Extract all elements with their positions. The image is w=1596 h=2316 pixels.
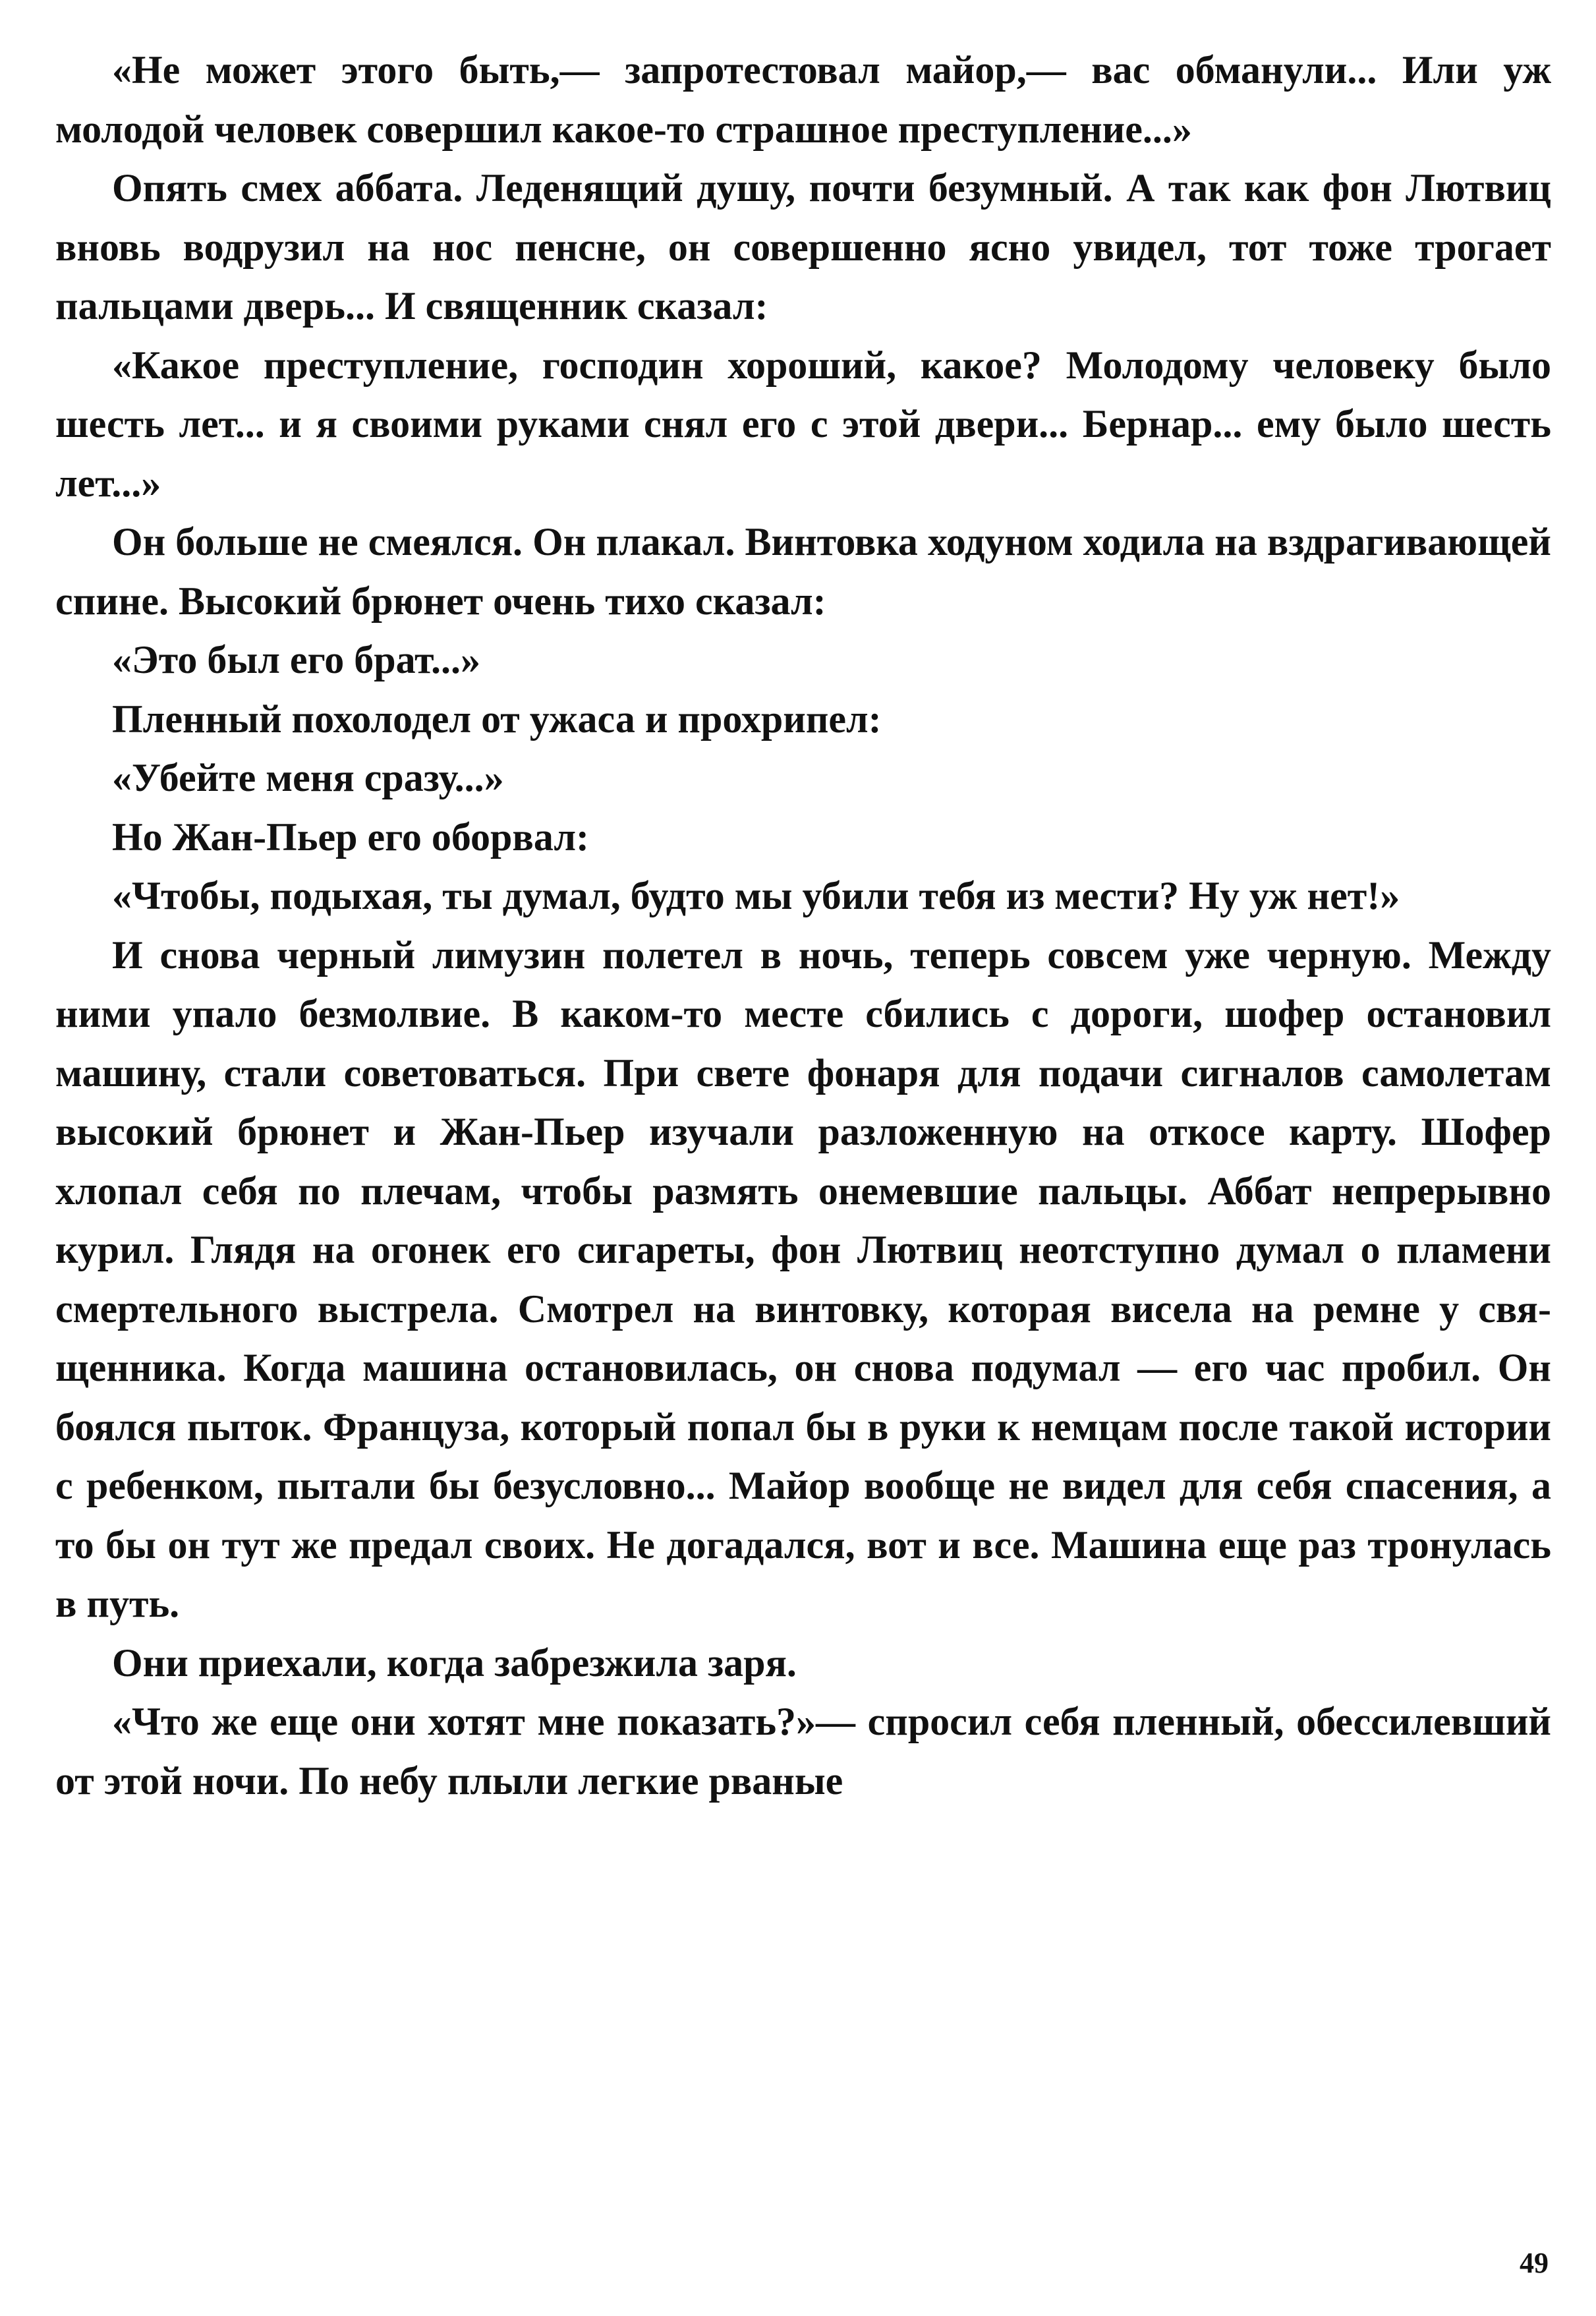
paragraph-3: «Какое преступление, господин хороший, какое? Молодому человеку было шесть лет... и я своими руками снял его с этой двери... Бернар... ему было шесть лет...»: [55, 343, 1551, 505]
paragraph-8: Но Жан-Пьер его оборвал:: [112, 815, 589, 859]
paragraph-10: И снова черный лимузин полетел в ночь, теперь совсем уже черную. Между ними упало безмолвие. В каком-то месте сбились с дороги, шофер остановил машину, стали советоваться. При свете фонаря для подачи сигналов самолетам высокий брюнет и Жан-Пьер изучали разложенную на откосе карту. Шофер хлопал себя по плечам, чтобы размять онемевшие пальцы. Аббат непрерывно курил. Глядя на огонек его сигареты, фон Лютвиц неотступно думал о пламени смертельного выстрела. Смотрел на винтовку, которая висела на ремне у священника. Когда машина остановилась, он снова подумал — его час пробил. Он боялся пыток. Француза, который попал бы в руки к немцам после такой истории с ребенком, пытали бы безусловно... Майор вообще не видел для себя спасения, а то бы он тут же предал своих. Не догадался, вот и все. Машина еще раз тронулась в путь.: [55, 933, 1551, 1625]
page-number: 49: [1520, 2247, 1549, 2279]
paragraph-5: «Это был его брат...»: [112, 638, 481, 681]
paragraph-11: Они приехали, когда забрезжила заря.: [112, 1640, 797, 1685]
paragraph-12: «Что же еще они хотят мне показать?»— спросил себя пленный, обессилевший от этой ночи. По небу плыли легкие рваные: [55, 1700, 1551, 1803]
page-text: [55, 41, 1551, 1810]
paragraph-7: «Убейте меня сразу...»: [112, 756, 504, 799]
paragraph-6: Пленный похолодел от ужаса и прохрипел:: [112, 697, 882, 741]
paragraph-2: Опять смех аббата. Леденящий душу, почти безумный. А так как фон Лютвиц вновь водрузил на нос пенсне, он совершенно ясно увидел, тот тоже трогает пальцами дверь... И священник сказал:: [55, 166, 1551, 328]
paragraph-9: «Чтобы, подыхая, ты думал, будто мы убили тебя из мести? Ну уж нет!»: [112, 874, 1400, 917]
paragraph-4: Он больше не смеялся. Он плакал. Винтовка ходуном ходила на вздрагивающей спине. Высокий брюнет очень тихо сказал:: [55, 520, 1551, 623]
paragraph-1: «Не может этого быть,— запротестовал майор,— вас обманули... Или уж молодой человек совершил какое-то страшное преступление...»: [55, 48, 1551, 151]
